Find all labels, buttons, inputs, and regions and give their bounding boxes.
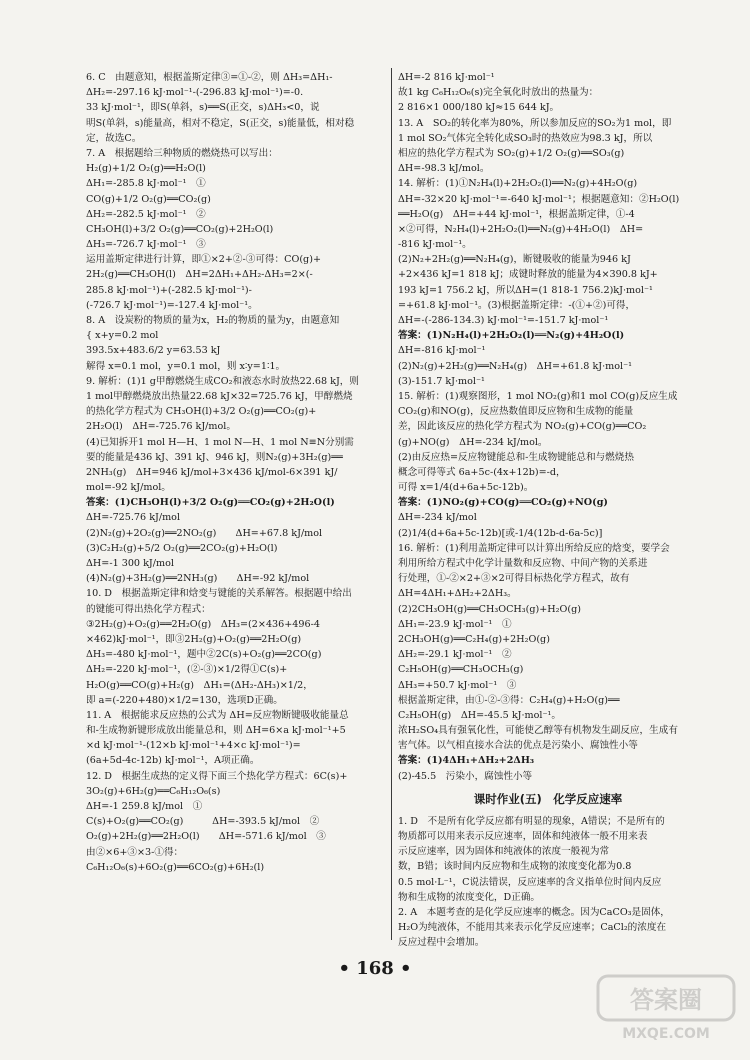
text-line: 11. A 根据能求反应热的公式为 ΔH=反应物断键吸收能量总 — [86, 709, 349, 721]
text-line: ΔH₃=+50.7 kJ·mol⁻¹ ③ — [398, 679, 517, 691]
text-line: ΔH=-32×20 kJ·mol⁻¹=-640 kJ·mol⁻¹；根据题意知：②H₂O(l) — [398, 193, 680, 205]
text-line: O₂(g)+2H₂(g)══2H₂O(l) ΔH=-571.6 kJ/mol ③ — [86, 831, 326, 843]
text-line: 1 mol SO₂气体完全转化成SO₃时的热效应为98.3 kJ，所以 — [398, 132, 653, 144]
text-line: 6. C 由题意知，根据盖斯定律③=①-②，则 ΔH₃=ΔH₁- — [86, 72, 333, 83]
text-line: mol=-92 kJ/mol。 — [86, 482, 171, 494]
text-line: ΔH₂=-220 kJ·mol⁻¹，(②-③)×1/2得①C(s)+ — [86, 664, 288, 676]
text-line: 16. 解析：(1)利用盖斯定律可以计算出所给反应的焓变，要学会 — [398, 542, 670, 554]
text-line: 可得 x=1/4(d+6a+5c-12b)。 — [398, 482, 534, 494]
text-line: H₂O(g)══CO(g)+H₂(g) ΔH₁=(ΔH₂-ΔH₃)×1/2， — [86, 679, 313, 691]
text-line: 2NH₃(g) ΔH=946 kJ/mol+3×436 kJ/mol-6×391 kJ/ — [86, 466, 338, 478]
text-line: 15. 解析：(1)观察图形，1 mol NO₂(g)和1 mol CO(g)反应生成 — [398, 390, 678, 402]
text-line: 数，B错；该时间内反应物和生成物的浓度变化都为0.8 — [398, 861, 632, 873]
text-line: 运用盖斯定律进行计算，即①×2+②-③可得：CO(g)+ — [86, 254, 321, 266]
text-line: (3)-151.7 kJ·mol⁻¹ — [398, 375, 485, 387]
page-number: • 168 • — [338, 958, 412, 979]
text-line: ΔH₁=-23.9 kJ·mol⁻¹ ① — [398, 618, 512, 630]
text-line: 害气体。以气相直接水合法的优点是污染小、腐蚀性小等 — [398, 740, 638, 752]
text-line: 答案：(1)N₂H₄(l)+2H₂O₂(l)══N₂(g)+4H₂O(l) — [398, 330, 625, 342]
text-line: ΔH=-1 300 kJ/mol — [86, 558, 174, 569]
text-line: 答案：(1)4ΔH₁+ΔH₂+2ΔH₃ — [398, 755, 535, 767]
left-column — [86, 70, 386, 875]
text-line: ΔH₂=-29.1 kJ·mol⁻¹ ② — [398, 649, 512, 661]
text-line: (g)+NO(g) ΔH=-234 kJ/mol。 — [398, 436, 548, 448]
text-line: ×②可得，N₂H₄(l)+2H₂O₂(l)══N₂(g)+4H₂O(l) ΔH= — [398, 223, 644, 235]
text-line: ΔH=-816 kJ·mol⁻¹ — [398, 345, 486, 357]
text-line: 故1 kg C₆H₁₂O₆(s)完全氧化时放出的热量为： — [398, 87, 599, 99]
section-title: 课时作业(五) 化学反应速率 — [473, 791, 623, 806]
text-line: 答案：(1)NO₂(g)+CO(g)══CO₂(g)+NO(g) — [398, 497, 608, 509]
text-line: (4)N₂(g)+3H₂(g)══2NH₃(g) ΔH=-92 kJ/mol — [86, 573, 310, 585]
text-line: 13. A SO₂的转化率为80%，所以参加反应的SO₂为1 mol，即 — [398, 117, 672, 129]
text-line: H₂O为纯液体，不能用其来表示化学反应速率；CaCl₂的浓度在 — [398, 922, 667, 934]
text-line: ΔH=-234 kJ/mol — [398, 512, 477, 524]
text-line: 概念可得等式 6a+5c-(4x+12b)=-d， — [398, 466, 566, 478]
text-line: (4)已知拆开1 mol H—H、1 mol N—H、1 mol N≡N分别需 — [86, 436, 354, 448]
text-line: =+61.8 kJ·mol⁻¹。(3)根据盖斯定律：-(①+②)可得， — [398, 299, 636, 311]
text-line: (3)C₂H₂(g)+5/2 O₂(g)══2CO₂(g)+H₂O(l) — [86, 542, 278, 554]
text-line: (2)N₂(g)+2O₂(g)══2NO₂(g) ΔH=+67.8 kJ/mol — [86, 527, 323, 539]
text-line: { x+y=0.2 mol — [86, 330, 159, 342]
text-line: 7. A 根据题给三种物质的燃烧热可以写出： — [86, 147, 278, 159]
text-line: 3O₂(g)+6H₂(g)══C₆H₁₂O₆(s) — [86, 785, 221, 797]
text-line: 利用所给方程式中化学计量数和反应物、中间产物的关系进 — [398, 558, 648, 569]
text-line: 2 816×1 000/180 kJ≈15 644 kJ。 — [398, 102, 560, 114]
text-line: H₂(g)+1/2 O₂(g)══H₂O(l) — [86, 163, 206, 175]
text-line: C(s)+O₂(g)══CO₂(g) ΔH=-393.5 kJ/mol ② — [86, 816, 320, 828]
text-line: ΔH₁=-285.8 kJ·mol⁻¹ ① — [86, 178, 206, 190]
text-line: CO₂(g)和NO(g)，反应热数值即反应物和生成物的能量 — [398, 406, 634, 418]
text-line: 答案：(1)CH₃OH(l)+3/2 O₂(g)══CO₂(g)+2H₂O(l) — [86, 497, 335, 509]
text-line: 2H₂O(l) ΔH=-725.76 kJ/mol。 — [86, 421, 236, 433]
text-line: 的热化学方程式为 CH₃OH(l)+3/2 O₂(g)══CO₂(g)+ — [86, 406, 317, 418]
text-line: 2. A 本题考查的是化学反应速率的概念。因为CaCO₃是固体， — [398, 906, 670, 918]
text-line: 由②×6+③×3-①得： — [86, 846, 184, 858]
text-line: ΔH=-1 259.8 kJ/mol ① — [86, 801, 203, 812]
text-line: 393.5x+483.6/2 y=63.53 kJ — [86, 345, 221, 357]
text-line: 物和生成物的浓度变化，D正确。 — [398, 891, 541, 903]
text-line: 193 kJ=1 756.2 kJ，所以ΔH=(1 818-1 756.2)kJ·mol⁻¹ — [398, 284, 653, 296]
text-line: 1 mol甲醇燃烧放出热量22.68 kJ×32=725.76 kJ，甲醇燃烧 — [86, 390, 353, 402]
text-line: 相应的热化学方程式为 SO₂(g)+1/2 O₂(g)══SO₃(g) — [398, 147, 625, 159]
text-line: ══H₂O(g) ΔH=+44 kJ·mol⁻¹，根据盖斯定律，①-4 — [398, 208, 635, 220]
text-line: ΔH=-2 816 kJ·mol⁻¹ — [398, 72, 495, 83]
text-line: 285.8 kJ·mol⁻¹)+(-282.5 kJ·mol⁻¹)- — [86, 284, 252, 296]
text-line: ΔH=-(-286-134.3) kJ·mol⁻¹=-151.7 kJ·mol⁻¹ — [398, 315, 609, 326]
text-line: 明S(单斜，s)能量高，相对不稳定，S(正交，s)能量低，相对稳 — [86, 117, 355, 129]
text-line: 12. D 根据生成热的定义得下面三个热化学方程式：6C(s)+ — [86, 770, 348, 782]
right-column — [398, 70, 698, 951]
text-line: 定，故选C。 — [86, 132, 142, 144]
text-line: (2)由反应热=反应物键能总和-生成物键能总和与燃烧热 — [398, 451, 634, 463]
text-line: ΔH₃=-726.7 kJ·mol⁻¹ ③ — [86, 239, 206, 251]
text-line: 和-生成物新键形成放出能量总和，则 ΔH=6×a kJ·mol⁻¹+5 — [86, 725, 346, 737]
text-line: 物质都可以用来表示反应速率，固体和纯液体一般不用来表 — [398, 831, 648, 842]
text-line: 反应过程中会增加。 — [398, 937, 485, 949]
text-line: 9. 解析：(1)1 g甲醇燃烧生成CO₂和液态水时放热22.68 kJ，则 — [86, 375, 359, 387]
text-line: ΔH₂=-282.5 kJ·mol⁻¹ ② — [86, 208, 206, 220]
text-line: 8. A 设炭粉的物质的量为x，H₂的物质的量为y，由题意知 — [86, 315, 340, 326]
text-line: ΔH=4ΔH₁+ΔH₂+2ΔH₃。 — [398, 588, 517, 600]
text-line: 0.5 mol·L⁻¹，C说法错误，反应速率的含义指单位时间内反应 — [398, 876, 662, 888]
text-line: (6a+5d-4c-12b) kJ·mol⁻¹，A项正确。 — [86, 755, 260, 767]
svg-text:MXQE.COM: MXQE.COM — [622, 1026, 710, 1042]
text-line: -816 kJ·mol⁻¹。 — [398, 239, 472, 251]
text-line: CO(g)+1/2 O₂(g)══CO₂(g) — [86, 193, 211, 205]
text-line: (2)-45.5 污染小，腐蚀性小等 — [398, 770, 533, 782]
text-line: 要的能量是436 kJ、391 kJ、946 kJ，则N₂(g)+3H₂(g)══ — [86, 451, 343, 463]
text-line: (2)N₂(g)+2H₂(g)══N₂H₄(g) ΔH=+61.8 kJ·mol⁻¹ — [398, 360, 633, 372]
text-line: ΔH=-98.3 kJ/mol。 — [398, 163, 490, 175]
text-line: C₂H₅OH(g)══CH₃OCH₃(g) — [398, 664, 524, 676]
text-line: ΔH=-725.76 kJ/mol — [86, 512, 181, 524]
text-line: ×462)kJ·mol⁻¹，即③2H₂(g)+O₂(g)══2H₂O(g) — [86, 633, 302, 645]
text-line: C₂H₅OH(g) ΔH=-45.5 kJ·mol⁻¹。 — [398, 709, 561, 721]
column-divider — [391, 68, 392, 940]
text-line: 1. D 不是所有化学反应都有明显的现象，A错误；不是所有的 — [398, 815, 665, 827]
text-line: +2×436 kJ=1 818 kJ；成键时释放的能量为4×390.8 kJ+ — [398, 269, 658, 281]
text-line: 33 kJ·mol⁻¹，即S(单斜，s)══S(正交，s)ΔH₃<0，说 — [86, 102, 320, 114]
text-line: ΔH₂=-297.16 kJ·mol⁻¹-(-296.83 kJ·mol⁻¹)=-0. — [86, 87, 304, 99]
text-line: CH₃OH(l)+3/2 O₂(g)══CO₂(g)+2H₂O(l) — [86, 223, 274, 235]
watermark-logo — [596, 974, 736, 1044]
text-line: ③2H₂(g)+O₂(g)══2H₂O(g) ΔH₃=(2×436+496-4 — [86, 618, 320, 630]
text-line: (2)N₂+2H₂(g)══N₂H₄(g)，断键吸收的能量为946 kJ — [398, 254, 631, 266]
text-line: ×d kJ·mol⁻¹-(12×b kJ·mol⁻¹+4×c kJ·mol⁻¹)= — [86, 740, 301, 752]
text-line: 的键能可得出热化学方程式： — [86, 603, 211, 615]
text-line: (2)2CH₃OH(g)══CH₃OCH₃(g)+H₂O(g) — [398, 603, 581, 615]
text-line: 示反应速率，因为固体和纯液体的浓度一般视为常 — [398, 846, 610, 858]
text-line: (2)1/4(d+6a+5c-12b)[或-1/4(12b-d-6a-5c)] — [398, 527, 603, 539]
text-line: 行处理，①-②×2+③×2可得目标热化学方程式，故有 — [398, 573, 630, 585]
text-line: C₆H₁₂O₆(s)+6O₂(g)══6CO₂(g)+6H₂(l) — [86, 861, 265, 873]
text-line: 浓H₂SO₄具有强氧化性，可能使乙醇等有机物发生副反应，生成有 — [398, 725, 678, 737]
svg-text:答案圈: 答案圈 — [630, 986, 702, 1014]
text-line: 解得 x=0.1 mol，y=0.1 mol，则 x∶y=1∶1。 — [86, 360, 286, 372]
text-line: 2H₂(g)══CH₃OH(l) ΔH=2ΔH₁+ΔH₂-ΔH₃=2×(- — [86, 269, 313, 281]
text-line: 根据盖斯定律，由①-②-③得：C₂H₄(g)+H₂O(g)══ — [398, 694, 620, 706]
text-line: (-726.7 kJ·mol⁻¹)=-127.4 kJ·mol⁻¹。 — [86, 299, 258, 311]
text-line: 14. 解析：(1)①N₂H₄(l)+2H₂O₂(l)══N₂(g)+4H₂O(g) — [398, 178, 638, 190]
text-line: 10. D 根据盖斯定律和焓变与键能的关系解答。根据题中给出 — [86, 588, 352, 600]
text-line: ΔH₃=-480 kJ·mol⁻¹，题中②2C(s)+O₂(g)══2CO(g) — [86, 649, 322, 661]
text-line: 差，因此该反应的热化学方程式为 NO₂(g)+CO(g)══CO₂ — [398, 421, 647, 433]
text-line: 2CH₃OH(g)══C₂H₄(g)+2H₂O(g) — [398, 633, 550, 645]
text-line: 即 a=(-220+480)×1/2=130，选项D正确。 — [86, 694, 283, 706]
